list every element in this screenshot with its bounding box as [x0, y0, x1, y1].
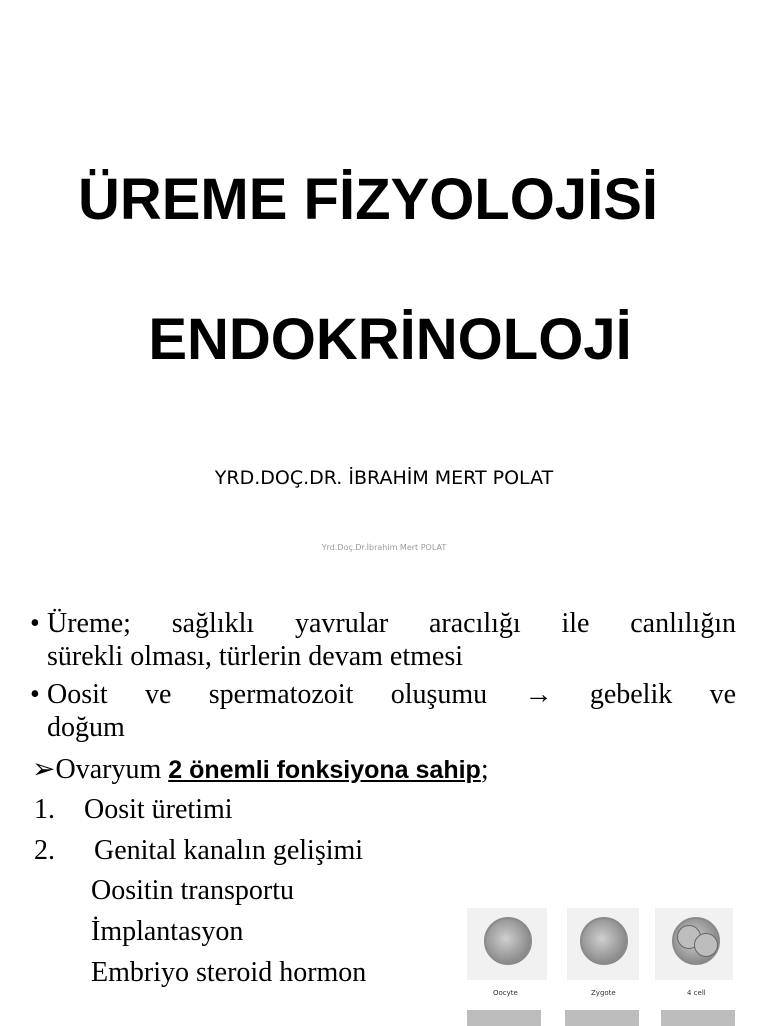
sub-item: İmplantasyon — [91, 916, 244, 947]
item-number: 2. — [34, 835, 55, 866]
bullet-icon: • — [30, 679, 40, 710]
numbered-item — [34, 834, 363, 867]
image-caption: Zygote — [591, 989, 616, 997]
bullet-text-line1: Oosit ve spermatozoit oluşumu → gebelik ve — [47, 679, 736, 710]
bullet-text-line2: doğum — [47, 712, 125, 743]
item-text: Genital kanalın gelişimi — [94, 835, 364, 866]
ovaryum-suffix: ; — [480, 754, 489, 785]
author-name: YRD.DOÇ.DR. İBRAHİM MERT POLAT — [214, 467, 554, 489]
sub-item: Oositin transportu — [91, 875, 294, 906]
slide-title-line1: ÜREME FİZYOLOJİSİ — [77, 167, 659, 232]
bullet-icon: • — [30, 608, 40, 639]
slide-title-line2: ENDOKRİNOLOJİ — [148, 307, 632, 372]
bullet-text-line1: Üreme; sağlıklı yavrular aracılığı ile canlılığın — [47, 608, 736, 639]
ovaryum-line — [32, 753, 489, 787]
item-number: 1. — [34, 794, 55, 825]
image-caption: Oocyte — [493, 989, 518, 997]
item-text: Oosit üretimi — [84, 794, 233, 825]
zygote-image — [567, 908, 639, 980]
image-caption: 4 cell — [687, 989, 706, 997]
bullet-item — [30, 678, 736, 744]
ovaryum-prefix: Ovaryum — [55, 754, 169, 785]
oocyte-image — [467, 908, 547, 980]
bullet-text-line2: sürekli olması, türlerin devam etmesi — [47, 641, 464, 672]
embryo-images — [465, 906, 768, 1024]
ovaryum-emphasis: 2 önemli fonksiyona sahip — [168, 756, 481, 784]
four-cell-image — [655, 908, 733, 980]
numbered-item — [34, 793, 233, 826]
sub-item: Embriyo steroid hormon — [91, 957, 367, 988]
content-slide — [0, 580, 768, 1024]
arrow-bullet-icon: ➢ — [32, 754, 56, 785]
watermark: Yrd.Doç.Dr.İbrahim Mert POLAT — [321, 543, 447, 552]
bullet-item — [30, 607, 736, 673]
